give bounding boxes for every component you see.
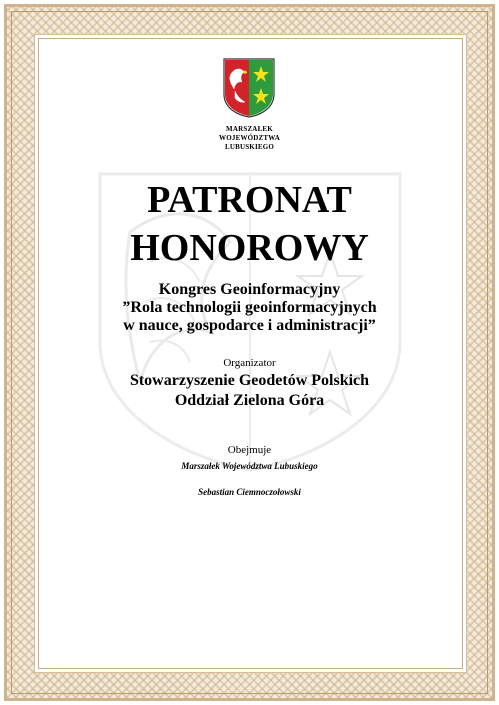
organizer-label: Organizator xyxy=(223,357,276,369)
event-line-2: ”Rola technologii geoinformacyjnych xyxy=(122,299,377,316)
patron-label: Obejmuje xyxy=(227,444,272,456)
patron-title: Marszałek Województwa Lubuskiego xyxy=(181,461,318,471)
event-name xyxy=(0,281,499,335)
issuing-office xyxy=(0,125,499,152)
organizer-line-2: Oddział Zielona Góra xyxy=(174,392,325,409)
event-line-1: Kongres Geoinformacyjny xyxy=(158,281,341,298)
organizer-line-1: Stowarzyszenie Geodetów Polskich xyxy=(129,372,370,389)
page-title xyxy=(0,176,499,272)
title-line-2: HONOROWY xyxy=(130,227,369,269)
event-line-3: w nauce, gospodarce i administracji” xyxy=(123,317,376,334)
title-line-1: PATRONAT xyxy=(147,179,352,221)
lubuskie-coat-of-arms-icon xyxy=(223,58,275,118)
patron-name: Sebastian Ciemnoczołowski xyxy=(198,487,301,497)
organizer-name xyxy=(0,371,499,411)
office-line-2: WOJEWÓDZTWA xyxy=(219,134,280,142)
office-line-1: MARSZAŁEK xyxy=(226,125,273,133)
office-line-3: LUBUSKIEGO xyxy=(224,143,275,151)
